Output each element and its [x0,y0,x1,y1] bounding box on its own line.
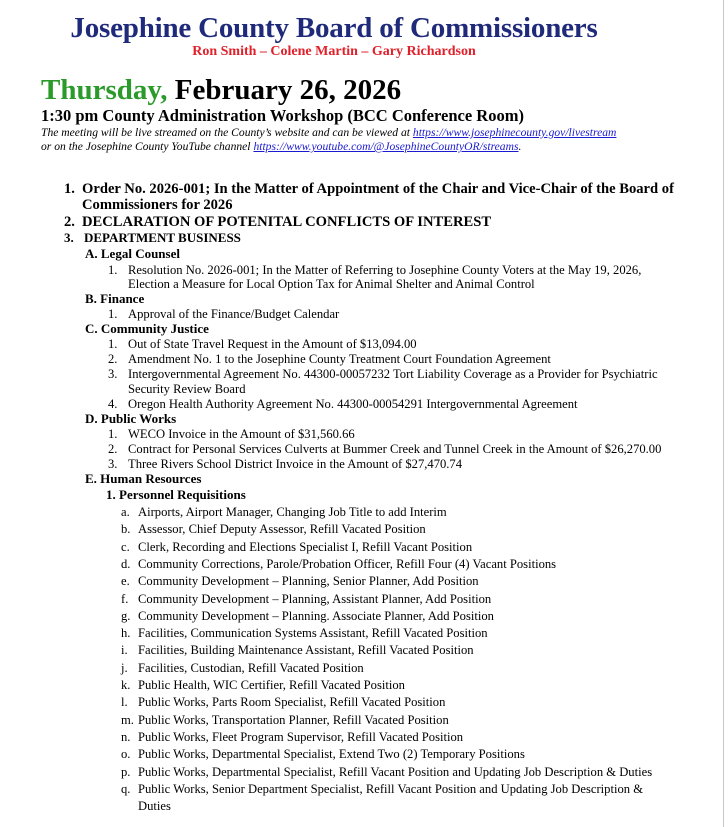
requisition-item-letter: j. [121,660,128,675]
publicworks-item-number: 3. [108,457,118,471]
requisition-item-letter: f. [121,591,129,606]
justice-item-number: 2. [108,352,118,366]
stream-note-end: . [518,140,522,153]
section-legal-counsel: A. Legal Counsel [85,246,180,261]
requisition-item-letter: o. [121,747,131,762]
agenda-item-2-number: 2. [64,214,75,230]
requisition-item-letter: p. [121,764,131,779]
requisition-item-letter: n. [121,729,131,744]
stream-note-2 [41,140,521,154]
justice-item-number: 4. [108,397,118,411]
meeting-day: Thursday, [41,74,168,106]
publicworks-item: WECO Invoice in the Amount of $31,560.66 [128,427,355,441]
board-title: Josephine County Board of Commissioners [70,12,598,44]
requisition-item: Public Works, Transportation Planner, Refill Vacated Position [138,712,449,727]
youtube-link[interactable]: https://www.youtube.com/@JosephineCountyOR/streams [253,140,519,153]
commissioner-names: Ron Smith – Colene Martin – Gary Richardson [192,44,476,59]
stream-note-1 [41,126,616,140]
agenda-item-1: Order No. 2026-001; In the Matter of Appointment of the Chair and Vice-Chair of the Board of [82,181,674,197]
requisition-item-letter: i. [121,643,128,658]
justice-item-cont: Security Review Board [128,382,246,396]
agenda-item-1-number: 1. [64,181,75,197]
justice-item-number: 3. [108,367,118,381]
requisition-item: Public Works, Departmental Specialist, Refill Vacant Position and Updating Job Description & Duties [138,764,653,779]
agenda-item-2: DECLARATION OF POTENITAL CONFLICTS OF INTEREST [82,214,492,230]
justice-item: Out of State Travel Request in the Amount of $13,094.00 [128,337,417,351]
publicworks-item-number: 1. [108,427,118,441]
section-community-justice: C. Community Justice [85,321,209,336]
requisition-item: Public Works, Senior Department Specialist, Refill Vacant Position and Updating Job Description & [138,781,644,796]
personnel-requisitions-heading: 1. Personnel Requisitions [106,487,246,502]
requisition-item: Airports, Airport Manager, Changing Job Title to add Interim [138,505,447,519]
meeting-date-text: February 26, 2026 [174,74,402,106]
requisition-item-letter: d. [121,556,131,571]
legal-item-number: 1. [108,263,118,277]
section-finance: B. Finance [85,291,145,306]
agenda-item-3: DEPARTMENT BUSINESS [84,230,241,245]
requisition-item: Public Works, Departmental Specialist, Extend Two (2) Temporary Positions [138,747,525,762]
requisition-item: Public Works, Fleet Program Supervisor, Refill Vacated Position [138,729,464,744]
requisition-item-letter: l. [121,695,128,710]
session-heading: 1:30 pm County Administration Workshop (BCC Conference Room) [41,106,524,125]
section-public-works: D. Public Works [85,411,177,426]
legal-item-cont: Election a Measure for Local Option Tax for Animal Shelter and Animal Control [128,277,535,291]
agenda-item-3-number: 3. [64,230,74,245]
requisition-item-letter: c. [121,539,130,554]
requisition-item-letter: b. [121,522,131,537]
justice-item: Amendment No. 1 to the Josephine County Treatment Court Foundation Agreement [128,352,551,366]
requisition-item: Community Development – Planning, Assistant Planner, Add Position [138,591,492,606]
publicworks-item-number: 2. [108,442,118,456]
requisition-item: Clerk, Recording and Elections Specialist I, Refill Vacant Position [138,539,473,554]
requisition-item: Assessor, Chief Deputy Assessor, Refill Vacated Position [138,522,426,537]
livestream-link[interactable]: https://www.josephinecounty.gov/livestream [412,126,617,139]
justice-item: Intergovernmental Agreement No. 44300-00057232 Tort Liability Coverage as a Provider for Psychiatric [128,367,658,381]
agenda-item-1-cont: Commissioners for 2026 [82,197,233,213]
requisition-item: Community Development – Planning. Associate Planner, Add Position [138,608,494,623]
finance-item: Approval of the Finance/Budget Calendar [128,307,340,321]
requisition-item-cont: Duties [138,799,171,814]
requisition-item-letter: k. [121,678,131,692]
publicworks-item: Three Rivers School District Invoice in the Amount of $27,470.74 [128,457,463,471]
requisition-item: Facilities, Building Maintenance Assistant, Refill Vacated Position [138,643,474,658]
requisition-item: Community Corrections, Parole/Probation Officer, Refill Four (4) Vacant Positions [138,556,557,571]
publicworks-item: Contract for Personal Services Culverts at Bummer Creek and Tunnel Creek in the Amount of $26,270.00 [128,442,662,456]
finance-item-number: 1. [108,307,118,321]
requisition-item-letter: g. [121,608,131,623]
requisition-item-letter: q. [121,781,131,796]
stream-note-text: or on the Josephine County YouTube channel [41,140,254,153]
requisition-item-letter: e. [121,574,130,589]
requisition-item: Facilities, Communication Systems Assistant, Refill Vacated Position [138,626,488,641]
meeting-date [41,74,401,106]
requisition-item: Facilities, Custodian, Refill Vacated Position [138,660,364,675]
section-human-resources: E. Human Resources [85,471,202,486]
stream-note-text: The meeting will be live streamed on the County’s website and can be viewed at [41,126,413,139]
requisition-item-letter: h. [121,626,131,641]
page-edge [723,0,728,827]
legal-item: Resolution No. 2026-001; In the Matter of Referring to Josephine County Voters at the May 19, 2026, [128,263,642,277]
justice-item: Oregon Health Authority Agreement No. 44300-00054291 Intergovernmental Agreement [128,397,578,411]
requisition-item-letter: m. [121,712,134,727]
requisition-item: Community Development – Planning, Senior Planner, Add Position [138,574,479,589]
requisition-item: Public Works, Parts Room Specialist, Refill Vacated Position [138,695,446,710]
justice-item-number: 1. [108,337,118,351]
requisition-item: Public Health, WIC Certifier, Refill Vacated Position [138,678,405,692]
requisition-item-letter: a. [121,505,130,519]
